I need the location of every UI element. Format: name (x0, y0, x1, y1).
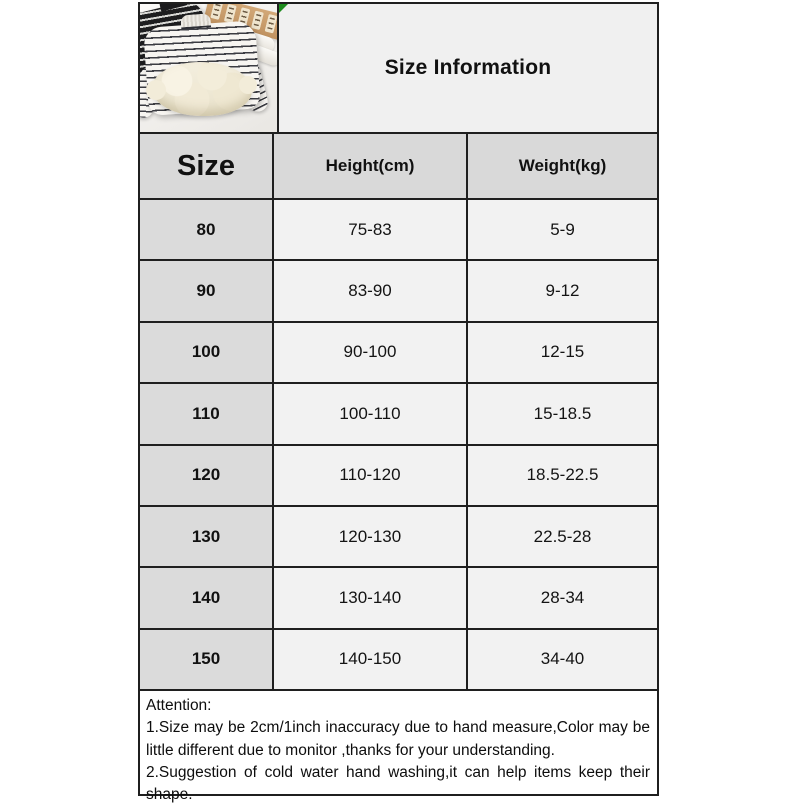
weight-cell: 34-40 (468, 630, 657, 689)
height-cell: 100-110 (274, 384, 468, 443)
height-cell: 140-150 (274, 630, 468, 689)
size-cell: 130 (140, 507, 274, 566)
size-cell: 90 (140, 261, 274, 320)
weight-cell: 18.5-22.5 (468, 446, 657, 505)
fleece-lining (152, 62, 252, 116)
height-cell: 83-90 (274, 261, 468, 320)
height-cell: 110-120 (274, 446, 468, 505)
size-chart-sheet (138, 2, 659, 804)
size-cell: 150 (140, 630, 274, 689)
title-cell (279, 4, 657, 132)
col-header-size: Size (140, 134, 274, 198)
attention-note (140, 691, 657, 804)
size-cell: 110 (140, 384, 274, 443)
col-header-weight: Weight(kg) (518, 156, 607, 175)
weight-cell: 15-18.5 (468, 384, 657, 443)
height-cell: 75-83 (274, 200, 468, 259)
attention-note-2: 2.Suggestion of cold water hand washing,it can help items keep their shape. (146, 763, 650, 804)
attention-label: Attention: (146, 697, 212, 714)
page-title: Size Information (384, 56, 552, 79)
sweater-collar (158, 4, 186, 12)
table-row (140, 200, 657, 261)
table-row (140, 507, 657, 568)
size-cell: 140 (140, 568, 274, 627)
size-cell: 120 (140, 446, 274, 505)
attention-note-1: 1.Size may be 2cm/1inch inaccuracy due to hand measure,Color may be little different due to monitor ,thanks for your understanding. (146, 719, 650, 759)
weight-cell: 28-34 (468, 568, 657, 627)
top-row (140, 4, 657, 134)
size-cell: 80 (140, 200, 274, 259)
table-row (140, 384, 657, 445)
product-photo (140, 4, 279, 132)
green-corner-icon (279, 4, 288, 13)
height-cell: 90-100 (274, 323, 468, 382)
weight-cell: 9-12 (468, 261, 657, 320)
sweater-collar (180, 13, 211, 29)
height-cell: 130-140 (274, 568, 468, 627)
size-cell: 100 (140, 323, 274, 382)
weight-cell: 12-15 (468, 323, 657, 382)
height-cell: 120-130 (274, 507, 468, 566)
table-row (140, 568, 657, 629)
weight-cell: 22.5-28 (468, 507, 657, 566)
table-row (140, 630, 657, 691)
table-header-row (140, 134, 657, 200)
weight-cell: 5-9 (468, 200, 657, 259)
table-row (140, 323, 657, 384)
table-row (140, 446, 657, 507)
col-header-height: Height(cm) (274, 134, 468, 198)
table-row (140, 261, 657, 322)
